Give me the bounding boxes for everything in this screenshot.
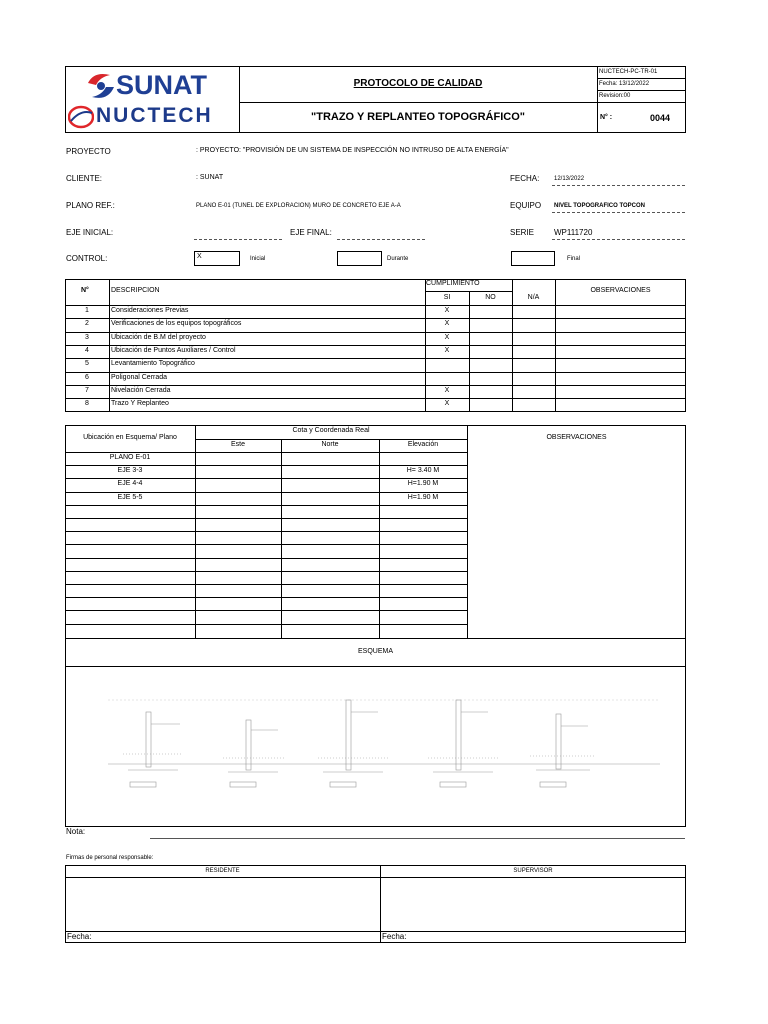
nuctech-logo-text: NUCTECH (96, 104, 213, 127)
coords-ubicacion: EJE 4-4 (117, 480, 143, 488)
checklist-row-divider (65, 332, 686, 333)
coords-row (65, 597, 467, 610)
checklist-num: 8 (85, 400, 89, 408)
firmas-title: Firmas de personal responsable: (66, 855, 154, 861)
checklist-num: 3 (85, 333, 89, 341)
checklist-si: X (444, 386, 450, 394)
checklist-num: 1 (85, 307, 89, 314)
coords-row-divider (65, 492, 467, 493)
coords-row (65, 610, 467, 623)
esquema-divider (65, 666, 686, 667)
coords-row (65, 465, 467, 478)
firmas-divider-bottom (65, 931, 686, 932)
eje-final-field[interactable] (337, 239, 425, 240)
serie-underline (552, 239, 685, 240)
header-divider-mid (239, 102, 686, 103)
checklist-header-cumplimiento: CUMPLIMIENTO (426, 280, 480, 287)
checklist-row-divider (65, 318, 686, 319)
coords-header-obs: OBSERVACIONES (546, 434, 607, 441)
nuctech-globe-icon (68, 105, 94, 129)
checklist-si: X (444, 346, 450, 354)
proyecto-value: : PROYECTO: "PROVISIÓN DE UN SISTEMA DE INSPECCIÓN NO INTRUSO DE ALTA ENERGÍA" (196, 147, 509, 154)
checklist-desc: Consideraciones Previas (111, 307, 189, 314)
checklist-num: 5 (85, 360, 89, 368)
coords-elevacion: H= 3.40 M (406, 467, 440, 475)
control-inicial-label: Inicial (250, 256, 266, 262)
coords-elevacion: H=1.90 M (407, 480, 439, 488)
doc-number-value: 0044 (650, 113, 671, 123)
equipo-value: NIVEL TOPOGRAFICO TOPCON (554, 203, 646, 209)
coords-row (65, 478, 467, 491)
nota-label: Nota: (66, 827, 86, 836)
checklist-row (65, 358, 686, 371)
control-inicial-checkbox[interactable] (194, 251, 240, 266)
doc-date: Fecha: 13/12/2022 (599, 81, 650, 87)
nuctech-logo (68, 104, 236, 130)
checklist-row (65, 332, 686, 345)
checklist-num: 6 (85, 373, 89, 381)
coords-row-divider (65, 518, 467, 519)
firma-residente-label: RESIDENTE (205, 868, 240, 874)
coords-header-norte: Norte (321, 441, 339, 448)
coords-row (65, 492, 467, 505)
coords-row (65, 584, 467, 597)
nota-line[interactable] (150, 838, 685, 839)
coords-table (65, 425, 686, 639)
checklist-header-na: N/A (527, 294, 540, 301)
coords-header-cota: Cota y Coordenada Real (292, 427, 370, 434)
coords-row-divider (65, 624, 467, 625)
checklist-row (65, 398, 686, 411)
coords-row-divider (65, 597, 467, 598)
doc-code: NUCTECH-PC-TR-01 (599, 69, 658, 75)
plano-value: PLANO E-01 (TUNEL DE EXPLORACION) MURO DE CONCRETO EJE A-A (196, 203, 401, 209)
co-h-cota (195, 439, 467, 440)
checklist-row-divider (65, 345, 686, 346)
document-subtitle: "TRAZO Y REPLANTEO TOPOGRÁFICO" (311, 111, 525, 123)
coords-row (65, 571, 467, 584)
doc-info-line1 (597, 78, 686, 79)
checklist-desc: Verificaciones de los equipos topográficos (111, 320, 242, 328)
checklist-si: X (444, 333, 450, 341)
coords-row (65, 518, 467, 531)
checklist-num: 7 (85, 386, 89, 394)
coords-ubicacion: EJE 5-5 (117, 493, 143, 501)
checklist-header-desc: DESCRIPCION (111, 287, 160, 294)
checklist-header-num: N° (81, 287, 89, 294)
coords-header-ubicacion: Ubicación en Esquema/ Plano (83, 434, 177, 441)
checklist-row (65, 345, 686, 358)
coords-row-divider (65, 558, 467, 559)
coords-row-divider (65, 505, 467, 506)
equipo-underline (552, 212, 685, 213)
coords-row (65, 531, 467, 544)
eje-final-label: EJE FINAL: (290, 228, 332, 237)
co-v4 (467, 425, 468, 639)
fecha-label: FECHA: (510, 174, 540, 183)
coords-header-este: Este (230, 441, 245, 448)
coords-row-divider (65, 478, 467, 479)
cliente-value: : SUNAT (196, 174, 224, 181)
serie-label: SERIE (510, 228, 535, 237)
sunat-swirl-icon (84, 71, 118, 101)
checklist-desc: Levantamiento Topográfico (111, 360, 195, 368)
checklist-row (65, 318, 686, 331)
coords-row-divider (65, 531, 467, 532)
doc-info-line2 (597, 90, 686, 91)
coords-row-divider (65, 465, 467, 466)
serie-value: WP111720 (554, 228, 593, 237)
coords-row (65, 624, 467, 637)
plano-label: PLANO REF.: (66, 201, 115, 210)
firma-supervisor-label: SUPERVISOR (513, 868, 553, 874)
eje-inicial-label: EJE INICIAL: (66, 228, 114, 237)
checklist-desc: Ubicación de Puntos Auxiliares / Control (111, 346, 236, 354)
header-divider-right (597, 66, 598, 133)
control-label: CONTROL: (66, 254, 108, 263)
control-durante-label: Durante (387, 256, 409, 262)
checklist-row (65, 305, 686, 318)
checklist-header-no: NO (485, 294, 496, 301)
checklist-si: X (444, 307, 450, 314)
doc-number-label: N° : (600, 114, 613, 121)
cl-h-cump (425, 291, 512, 292)
checklist-row-divider (65, 372, 686, 373)
coords-row-divider (65, 584, 467, 585)
checklist-desc: Nivelación Cerrada (111, 386, 171, 394)
checklist-header-obs: OBSERVACIONES (590, 287, 651, 294)
checklist-table (65, 279, 686, 412)
fecha-value: 12/13/2022 (554, 176, 585, 182)
esquema-drawing (68, 682, 664, 802)
control-inicial-mark: X (197, 253, 202, 260)
equipo-label: EQUIPO (510, 201, 542, 210)
checklist-header-si: SI (443, 294, 451, 301)
checklist-si: X (444, 320, 450, 328)
firma-residente-area[interactable] (66, 878, 379, 930)
sunat-logo (84, 70, 234, 102)
checklist-desc: Poligonal Cerrada (111, 373, 168, 381)
document-title: PROTOCOLO DE CALIDAD (353, 78, 483, 89)
coords-elevacion: H=1.90 M (407, 493, 439, 501)
checklist-row (65, 385, 686, 398)
coords-row-divider (65, 571, 467, 572)
checklist-desc: Ubicación de B.M del proyecto (111, 333, 206, 341)
checklist-row (65, 372, 686, 385)
firma-supervisor-fecha: Fecha: (382, 932, 407, 941)
checklist-row-divider (65, 398, 686, 399)
firma-supervisor-area[interactable] (381, 878, 685, 930)
checklist-row-divider (65, 358, 686, 359)
proyecto-label: PROYECTO (66, 147, 111, 156)
checklist-num: 2 (85, 320, 89, 328)
coords-row (65, 558, 467, 571)
control-final-label: Final (567, 256, 581, 262)
eje-inicial-field[interactable] (194, 239, 282, 240)
coords-row-divider (65, 544, 467, 545)
checklist-desc: Trazo Y Replanteo (111, 400, 169, 408)
doc-revision: Revision:00 (599, 93, 631, 99)
coords-row (65, 544, 467, 557)
control-durante-checkbox[interactable] (337, 251, 382, 266)
control-final-checkbox[interactable] (511, 251, 555, 266)
coords-ubicacion: EJE 3-3 (117, 467, 143, 475)
sunat-logo-text: SUNAT (116, 70, 207, 100)
checklist-row-divider (65, 385, 686, 386)
firma-residente-fecha: Fecha: (67, 932, 92, 941)
coords-header-elevacion: Elevación (407, 441, 439, 448)
coords-ubicacion: PLANO E-01 (109, 454, 151, 461)
fecha-underline (552, 185, 685, 186)
checklist-si: X (444, 400, 450, 408)
coords-row (65, 505, 467, 518)
esquema-label: ESQUEMA (357, 648, 393, 655)
checklist-num: 4 (85, 346, 89, 354)
coords-row (65, 452, 467, 465)
cliente-label: CLIENTE: (66, 174, 103, 183)
coords-row-divider (65, 610, 467, 611)
